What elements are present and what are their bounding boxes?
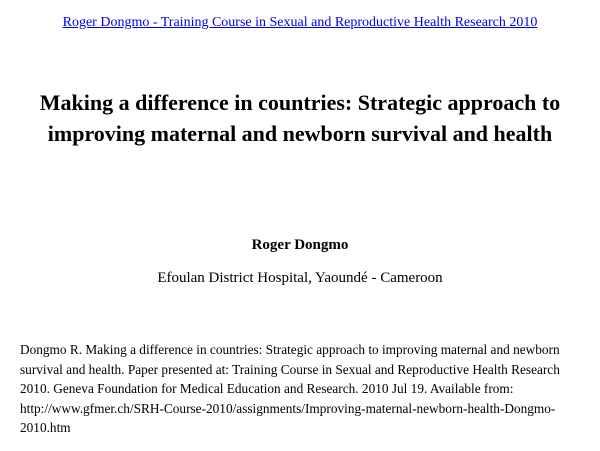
author-name: Roger Dongmo <box>251 237 349 253</box>
header-course-link[interactable]: Roger Dongmo - Training Course in Sexual and Reproductive Health Research 2010 <box>62 15 538 30</box>
page-title: Making a difference in countries: Strategic approach to improving maternal and newborn survival and health <box>39 90 561 146</box>
citation-text: Dongmo R. Making a difference in countries: Strategic approach to improving maternal and newborn survival and health. Paper presented at: Training Course in Sexual and Reproductive Health Research 2010. Geneva Foundation for Medical Education and Research. 2010 Jul 19. Available from: http://www.gfmer.ch/SRH-Course-2010/assignments/Improving-maternal-newborn-health-Dongmo-2010.htm <box>20 342 560 435</box>
author-affiliation: Efoulan District Hospital, Yaoundé - Cameroon <box>157 270 443 286</box>
